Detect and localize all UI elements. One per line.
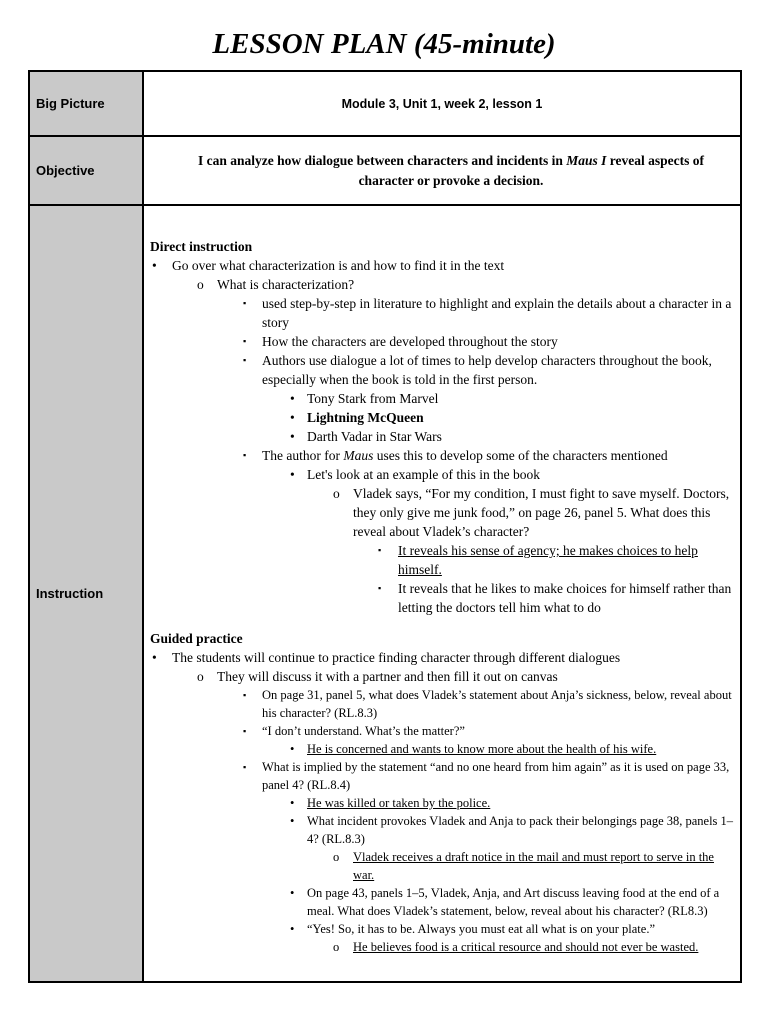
list-item bbox=[150, 686, 734, 722]
list-item bbox=[150, 758, 734, 794]
circle-bullet-icon: o bbox=[197, 669, 204, 684]
circle-bullet-icon: o bbox=[333, 850, 340, 864]
list-item-text: Go over what characterization is and how to find it in the text bbox=[172, 258, 505, 273]
list-item-text: They will discuss it with a partner and then fill it out on canvas bbox=[217, 669, 558, 684]
objective-row bbox=[29, 136, 741, 205]
disc-bullet-icon: • bbox=[152, 650, 157, 665]
square-bullet-icon: ▪ bbox=[243, 726, 247, 736]
page-title: LESSON PLAN (45-minute) bbox=[212, 28, 556, 60]
disc-bullet-icon: • bbox=[152, 258, 157, 273]
circle-bullet-icon: o bbox=[333, 940, 340, 954]
lesson-plan-table bbox=[28, 70, 742, 983]
list-item bbox=[150, 294, 734, 332]
answer-text: Vladek receives a draft notice in the mail and must report to serve in the war. bbox=[353, 850, 714, 882]
circle-bullet-icon: o bbox=[333, 486, 340, 501]
list-item-text: What incident provokes Vladek and Anja to pack their belongings page 38, panels 1–4? (RL.8.3) bbox=[307, 814, 734, 846]
list-item bbox=[150, 408, 734, 427]
disc-bullet-icon: • bbox=[290, 410, 295, 425]
list-item bbox=[150, 541, 734, 579]
disc-bullet-icon: • bbox=[290, 429, 295, 444]
list-item-text: It reveals that he likes to make choices for himself rather than letting the doctors tell him what to do bbox=[398, 581, 732, 615]
instruction-row bbox=[29, 205, 741, 982]
list-item-text: What is implied by the statement “and no one heard from him again” as it is used on page 33, panel 4? (RL.8.4) bbox=[262, 760, 730, 792]
disc-bullet-icon: • bbox=[290, 391, 295, 406]
list-item bbox=[150, 848, 734, 884]
list-item bbox=[150, 389, 734, 408]
square-bullet-icon: ▪ bbox=[378, 583, 382, 593]
disc-bullet-icon: • bbox=[290, 467, 295, 482]
disc-bullet-icon: • bbox=[290, 796, 295, 810]
list-item bbox=[150, 465, 734, 484]
objective-label: Objective bbox=[29, 136, 143, 205]
list-item bbox=[150, 427, 734, 446]
big-picture-value: Module 3, Unit 1, week 2, lesson 1 bbox=[143, 71, 741, 136]
disc-bullet-icon: • bbox=[290, 814, 295, 828]
list-item-text: The students will continue to practice finding character through different dialogues bbox=[172, 650, 621, 665]
list-item-text: What is characterization? bbox=[217, 277, 355, 292]
list-item-text: Vladek says, “For my condition, I must fight to save myself. Doctors, they only give me junk food,” on page 26, panel 5. What does this reveal about Vladek’s character? bbox=[353, 486, 730, 539]
list-item bbox=[150, 740, 734, 758]
disc-bullet-icon: • bbox=[290, 742, 295, 756]
list-item-text: “Yes! So, it has to be. Always you must eat all what is on your plate.” bbox=[307, 922, 655, 936]
list-item-text: Tony Stark from Marvel bbox=[307, 391, 439, 406]
big-picture-row bbox=[29, 71, 741, 136]
big-picture-label: Big Picture bbox=[29, 71, 143, 136]
list-item-text: On page 43, panels 1–5, Vladek, Anja, and Art discuss leaving food at the end of a meal. What does Vladek’s statement, below, reveal about his character? (RL8.3) bbox=[307, 886, 720, 918]
guided-practice-heading: Guided practice bbox=[150, 631, 243, 646]
list-item bbox=[150, 920, 734, 938]
list-item bbox=[150, 351, 734, 389]
square-bullet-icon: ▪ bbox=[243, 762, 247, 772]
list-item bbox=[150, 722, 734, 740]
square-bullet-icon: ▪ bbox=[243, 690, 247, 700]
list-item-text: used step-by-step in literature to highlight and explain the details about a character in a story bbox=[262, 296, 732, 330]
answer-text: It reveals his sense of agency; he makes choices to help himself. bbox=[398, 543, 698, 577]
instruction-content bbox=[143, 205, 741, 982]
book-title: Maus bbox=[343, 448, 374, 463]
list-item bbox=[150, 484, 734, 541]
direct-instruction-heading: Direct instruction bbox=[150, 239, 253, 254]
answer-text: He is concerned and wants to know more about the health of his wife. bbox=[307, 742, 657, 756]
list-item bbox=[150, 794, 734, 812]
objective-book-title: Maus I bbox=[566, 152, 607, 168]
list-item bbox=[150, 667, 734, 686]
objective-text-part: I can analyze how dialogue between characters and incidents in bbox=[197, 152, 567, 168]
list-item-text: The author for bbox=[262, 448, 344, 463]
list-item-text: How the characters are developed throughout the story bbox=[262, 334, 558, 349]
list-item bbox=[150, 256, 734, 275]
list-item-text: Let's look at an example of this in the book bbox=[307, 467, 541, 482]
square-bullet-icon: ▪ bbox=[243, 450, 247, 460]
list-item-text: Darth Vadar in Star Wars bbox=[307, 429, 442, 444]
square-bullet-icon: ▪ bbox=[243, 336, 247, 346]
list-item bbox=[150, 579, 734, 617]
list-item bbox=[150, 275, 734, 294]
square-bullet-icon: ▪ bbox=[243, 298, 247, 308]
list-item bbox=[150, 648, 734, 667]
list-item-text: Authors use dialogue a lot of times to help develop characters throughout the book, especially when the book is told in the first person. bbox=[262, 353, 712, 387]
list-item bbox=[150, 332, 734, 351]
answer-text: He believes food is a critical resource and should not ever be wasted. bbox=[353, 940, 699, 954]
answer-text: He was killed or taken by the police. bbox=[307, 796, 491, 810]
disc-bullet-icon: • bbox=[290, 922, 295, 936]
objective-text-part: reveal aspects of character or provoke a decision. bbox=[358, 152, 705, 188]
list-item-text: “I don’t understand. What’s the matter?” bbox=[262, 724, 465, 738]
square-bullet-icon: ▪ bbox=[378, 545, 382, 555]
instruction-label: Instruction bbox=[29, 205, 143, 982]
list-item bbox=[150, 812, 734, 848]
list-item-text: uses this to develop some of the characters mentioned bbox=[373, 448, 668, 463]
list-item bbox=[150, 938, 734, 956]
list-item-text: Lightning McQueen bbox=[307, 410, 424, 425]
disc-bullet-icon: • bbox=[290, 886, 295, 900]
list-item bbox=[150, 446, 734, 465]
list-item-text: On page 31, panel 5, what does Vladek’s statement about Anja’s sickness, below, reveal about his character? (RL.8.3) bbox=[262, 688, 732, 720]
list-item bbox=[150, 884, 734, 920]
objective-text bbox=[143, 136, 741, 205]
square-bullet-icon: ▪ bbox=[243, 355, 247, 365]
circle-bullet-icon: o bbox=[197, 277, 204, 292]
